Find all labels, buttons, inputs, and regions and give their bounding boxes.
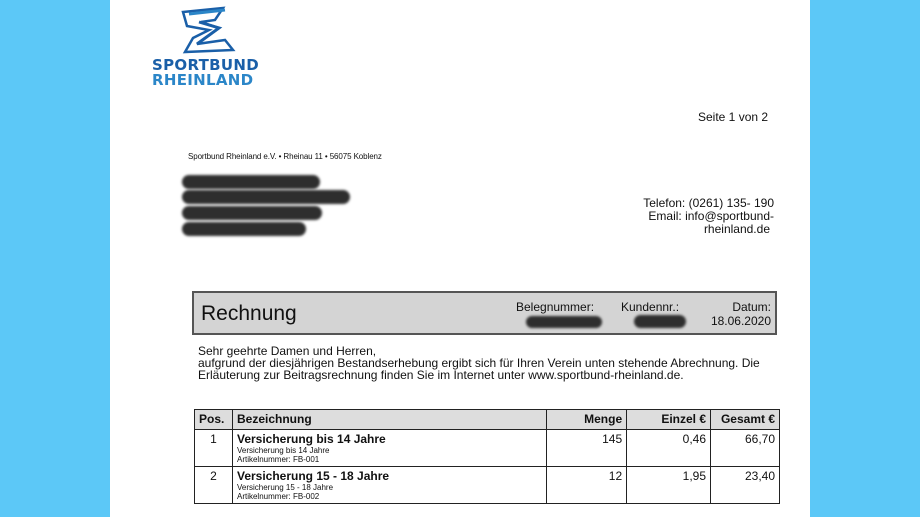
row-einzel: 0,46 [627, 430, 711, 467]
table-header-row [195, 410, 780, 430]
logo-emblem-icon [175, 6, 237, 56]
col-pos: Pos. [195, 410, 233, 430]
row-gesamt: 66,70 [711, 430, 780, 467]
col-gesamt: Gesamt € [711, 410, 780, 430]
row-gesamt: 23,40 [711, 467, 780, 504]
row-article-number: Artikelnummer: FB-001 [236, 455, 320, 464]
contact-phone: Telefon: (0261) 135- 190 [643, 196, 774, 210]
letter-greeting: Sehr geehrte Damen und Herren, [198, 344, 377, 358]
row-subtitle: Versicherung bis 14 Jahre [236, 446, 330, 455]
invoice-items-table [194, 409, 780, 504]
table-row [195, 430, 780, 467]
invoice-page [110, 0, 810, 517]
col-menge: Menge [547, 410, 627, 430]
col-bezeichnung: Bezeichnung [232, 410, 546, 430]
row-title: Versicherung bis 14 Jahre [236, 432, 386, 446]
row-pos: 1 [195, 430, 233, 467]
redacted-address-line [182, 206, 322, 220]
redacted-address-line [182, 222, 306, 236]
contact-email-cont: rheinland.de [703, 222, 770, 236]
col-einzel: Einzel € [627, 410, 711, 430]
row-title: Versicherung 15 - 18 Jahre [236, 469, 390, 483]
redacted-address-line [182, 190, 350, 204]
row-menge: 12 [547, 467, 627, 504]
logo-text-line2: RHEINLAND [152, 71, 254, 89]
sportbund-logo [150, 6, 262, 90]
sender-address-line: Sportbund Rheinland e.V. • Rheinau 11 • 56075 Koblenz [188, 152, 382, 161]
invoice-header [192, 291, 777, 335]
row-article-number: Artikelnummer: FB-002 [236, 492, 320, 501]
logo-text-line1: SPORTBUND [152, 56, 259, 74]
redacted-belegnummer [526, 316, 602, 328]
table-row [195, 467, 780, 504]
row-einzel: 1,95 [627, 467, 711, 504]
invoice-title: Rechnung [201, 302, 297, 325]
contact-block [643, 197, 774, 236]
contact-email: Email: info@sportbund- [648, 209, 774, 223]
letter-body: aufgrund der diesjährigen Bestandserhebung ergibt sich für Ihren Verein unten stehende Abrechnung. Die Erläuterung zur Beitragsrechnung finden Sie im Internet unter www.sportbund-rheinland.de. [198, 356, 760, 382]
row-pos: 2 [195, 467, 233, 504]
belegnummer-label: Belegnummer: [516, 300, 595, 314]
redacted-address-line [182, 175, 320, 189]
datum-label: Datum: [732, 300, 771, 314]
letter-text [198, 345, 778, 381]
row-description [232, 430, 546, 467]
row-description [232, 467, 546, 504]
row-subtitle: Versicherung 15 - 18 Jahre [236, 483, 334, 492]
row-menge: 145 [547, 430, 627, 467]
page-number: Seite 1 von 2 [698, 110, 769, 124]
kundennr-label: Kundennr.: [621, 300, 680, 314]
datum-value: 18.06.2020 [710, 314, 771, 328]
redacted-kundennr [634, 315, 686, 328]
